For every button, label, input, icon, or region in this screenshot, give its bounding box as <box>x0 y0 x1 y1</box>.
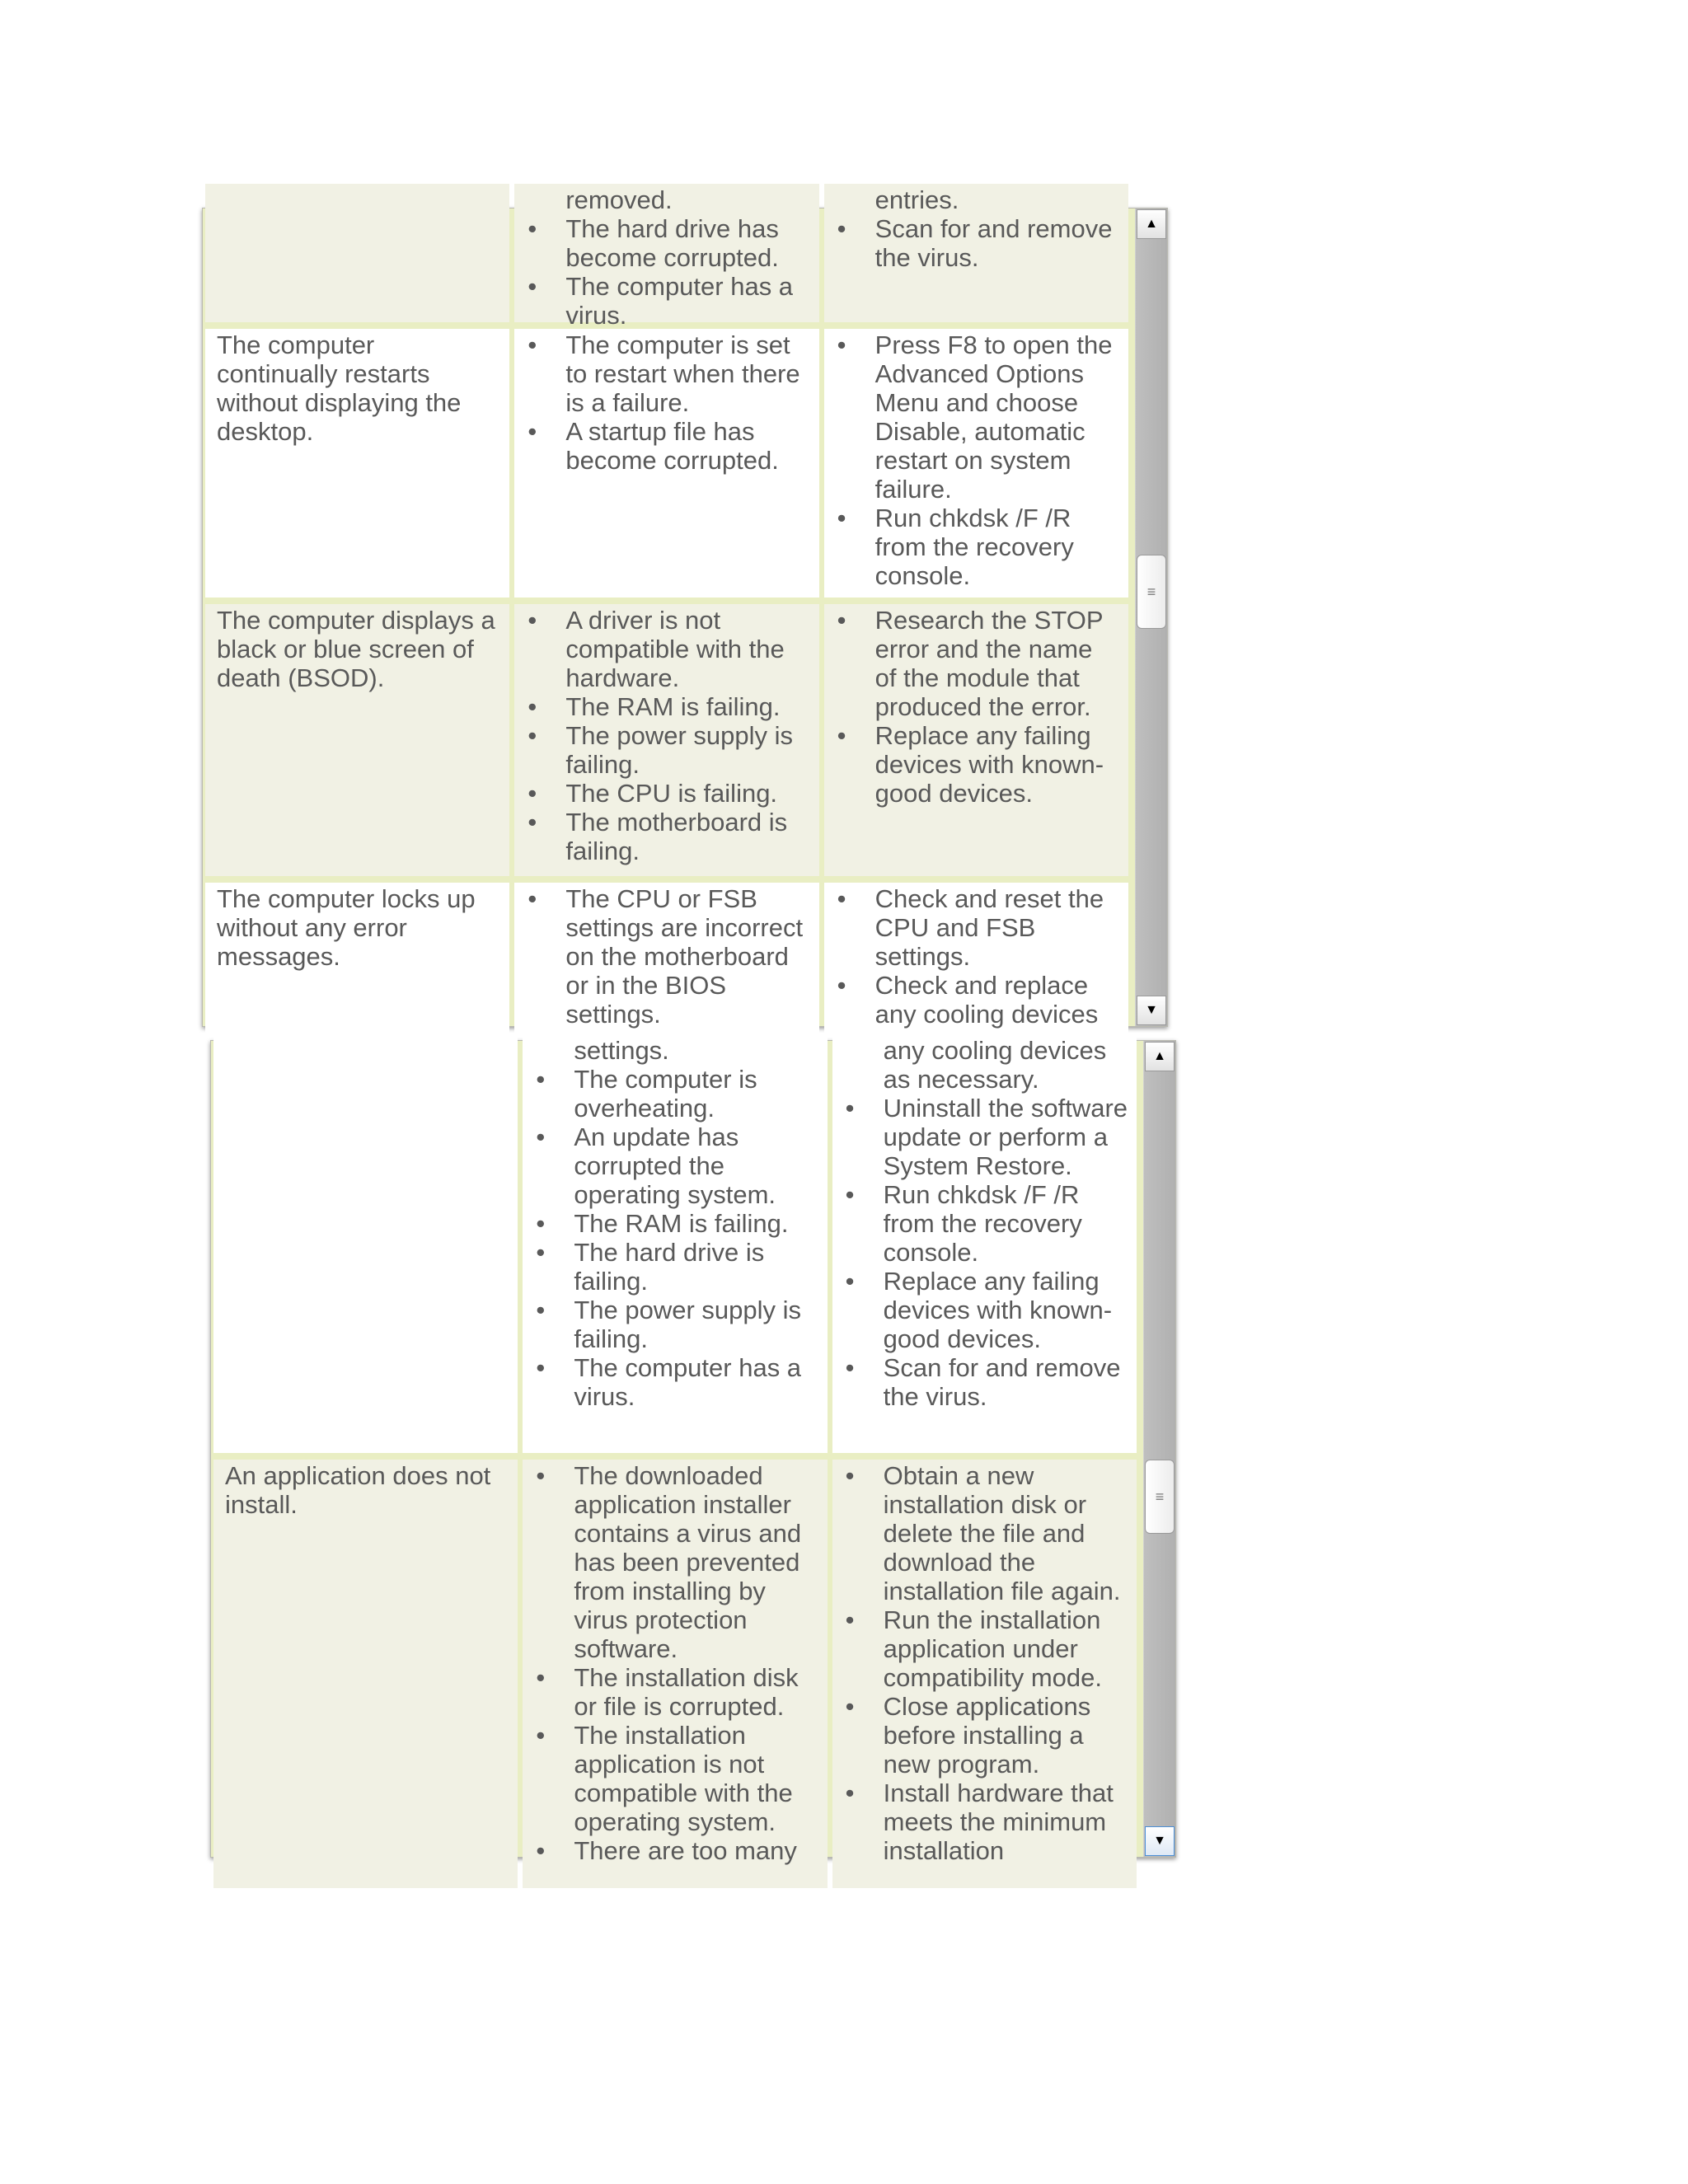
cause-item: settings. <box>574 1036 669 1065</box>
cause-item: • A driver is not compatible with the hardware. <box>523 606 810 692</box>
table-row <box>203 604 1131 883</box>
screenshot-panel-2 <box>210 1036 1176 1865</box>
causes-list <box>531 1461 818 1865</box>
scroll-up-button[interactable] <box>1137 209 1166 239</box>
cause-item: • The RAM is failing. <box>531 1209 818 1238</box>
causes-cell <box>514 184 818 330</box>
cause-item: • The hard drive is failing. <box>531 1238 818 1296</box>
table-viewport <box>203 185 1131 1029</box>
causes-cell <box>514 604 818 876</box>
table-row <box>203 329 1131 604</box>
table-row <box>211 1034 1139 1460</box>
causes-list <box>523 606 810 865</box>
problem-text: The computer continually restarts without displaying the desktop. <box>217 330 462 446</box>
cause-item: • The installation disk or file is corrupted. <box>531 1663 818 1721</box>
scrollbar-thumb[interactable] <box>1137 555 1166 629</box>
solution-item: • Obtain a new installation disk or delete the file and download the installation file again. <box>841 1461 1128 1605</box>
solution-item: • Install hardware that meets the minimum installation <box>841 1779 1128 1865</box>
scrollbar-thumb[interactable] <box>1145 1460 1175 1534</box>
cause-item: • The installation application is not compatible with the operating system. <box>531 1721 818 1836</box>
solutions-list <box>832 606 1120 808</box>
cause-item: • The computer has a virus. <box>523 272 810 330</box>
scroll-up-button[interactable] <box>1145 1042 1175 1071</box>
arrow-down-icon: ▼ <box>1153 1834 1166 1848</box>
problem-cell <box>205 184 509 322</box>
solutions-list <box>832 330 1120 590</box>
solution-item: • Scan for and remove the virus. <box>841 1353 1128 1411</box>
solutions-list <box>841 1461 1128 1865</box>
grip-icon: ≡ <box>1146 583 1156 600</box>
scroll-down-button[interactable] <box>1145 1826 1175 1856</box>
cause-item: • There are too many <box>531 1836 818 1865</box>
arrow-down-icon: ▼ <box>1145 1003 1158 1017</box>
problem-cell <box>213 1460 518 1888</box>
table-row <box>203 184 1131 329</box>
solutions-cell <box>832 1460 1137 1888</box>
solution-item: • Check and reset the CPU and FSB settings. <box>832 884 1120 971</box>
problem-cell <box>205 604 509 876</box>
cause-item: • The power supply is failing. <box>523 721 810 779</box>
cause-item: • The hard drive has become corrupted. <box>523 214 810 272</box>
causes-list <box>523 884 810 1029</box>
solutions-list <box>832 185 1120 272</box>
cause-item: • The CPU is failing. <box>523 779 810 808</box>
grip-icon: ≡ <box>1155 1488 1165 1505</box>
cause-item: • An update has corrupted the operating system. <box>531 1122 818 1209</box>
cause-item: • The CPU or FSB settings are incorrect on the motherboard or in the BIOS settings. <box>523 884 810 1029</box>
solution-item: • Research the STOP error and the name of the module that produced the error. <box>832 606 1120 721</box>
solution-item: • Run chkdsk /F /R from the recovery console. <box>832 504 1120 590</box>
scroll-down-button[interactable] <box>1137 996 1166 1025</box>
arrow-up-icon: ▲ <box>1153 1049 1166 1063</box>
cause-item: • The computer has a virus. <box>531 1353 818 1411</box>
solution-item: • Close applications before installing a new program. <box>841 1692 1128 1779</box>
causes-list <box>531 1036 818 1411</box>
solutions-list <box>841 1036 1128 1411</box>
solutions-cell <box>832 1034 1137 1453</box>
solution-item: • Uninstall the software update or perform a System Restore. <box>841 1094 1128 1180</box>
troubleshooting-table <box>203 184 1131 1079</box>
cause-item: • The computer is overheating. <box>531 1065 818 1122</box>
screenshot-panel-1 <box>202 185 1168 1029</box>
solution-item: • Scan for and remove the virus. <box>832 214 1120 272</box>
solutions-cell <box>824 329 1128 598</box>
problem-cell <box>205 329 509 598</box>
cause-item: • The RAM is failing. <box>523 692 810 721</box>
cause-item: • The power supply is failing. <box>531 1296 818 1353</box>
cause-item: • A startup file has become corrupted. <box>523 417 810 475</box>
solution-item: • Replace any failing devices with known-good devices. <box>841 1267 1128 1353</box>
solution-item: • Check and replace any cooling devices <box>832 971 1120 1029</box>
solutions-cell <box>824 184 1128 322</box>
causes-cell <box>514 329 818 598</box>
solution-item: • Replace any failing devices with known-good devices. <box>832 721 1120 808</box>
troubleshooting-table <box>211 1034 1139 1895</box>
cause-item: • The computer is set to restart when there is a failure. <box>523 330 810 417</box>
vertical-scrollbar[interactable] <box>1135 209 1167 1026</box>
table-viewport <box>211 1036 1139 1865</box>
arrow-up-icon: ▲ <box>1145 217 1158 231</box>
solution-item: • Run the installation application under compatibility mode. <box>841 1605 1128 1692</box>
problem-text: The computer locks up without any error messages. <box>217 884 476 971</box>
causes-cell <box>523 1460 827 1888</box>
solutions-list <box>832 884 1120 1029</box>
causes-list <box>523 185 810 330</box>
cause-item: removed. <box>565 185 673 214</box>
problem-cell <box>213 1034 518 1453</box>
causes-list <box>523 330 810 475</box>
solutions-cell <box>824 604 1128 876</box>
solution-item: • Press F8 to open the Advanced Options Menu and choose Disable, automatic restart on system failure. <box>832 330 1120 504</box>
causes-cell <box>523 1034 827 1453</box>
problem-text: An application does not install. <box>225 1461 491 1519</box>
problem-text: The computer displays a black or blue screen of death (BSOD). <box>217 606 495 692</box>
solution-item: entries. <box>874 185 959 214</box>
solution-item: • Run chkdsk /F /R from the recovery console. <box>841 1180 1128 1267</box>
cause-item: • The motherboard is failing. <box>523 808 810 865</box>
vertical-scrollbar[interactable] <box>1143 1041 1175 1857</box>
table-row <box>211 1460 1139 1895</box>
cause-item: • The downloaded application installer contains a virus and has been prevented from installing by virus protection software. <box>531 1461 818 1663</box>
solution-item: any cooling devices as necessary. <box>883 1036 1107 1094</box>
